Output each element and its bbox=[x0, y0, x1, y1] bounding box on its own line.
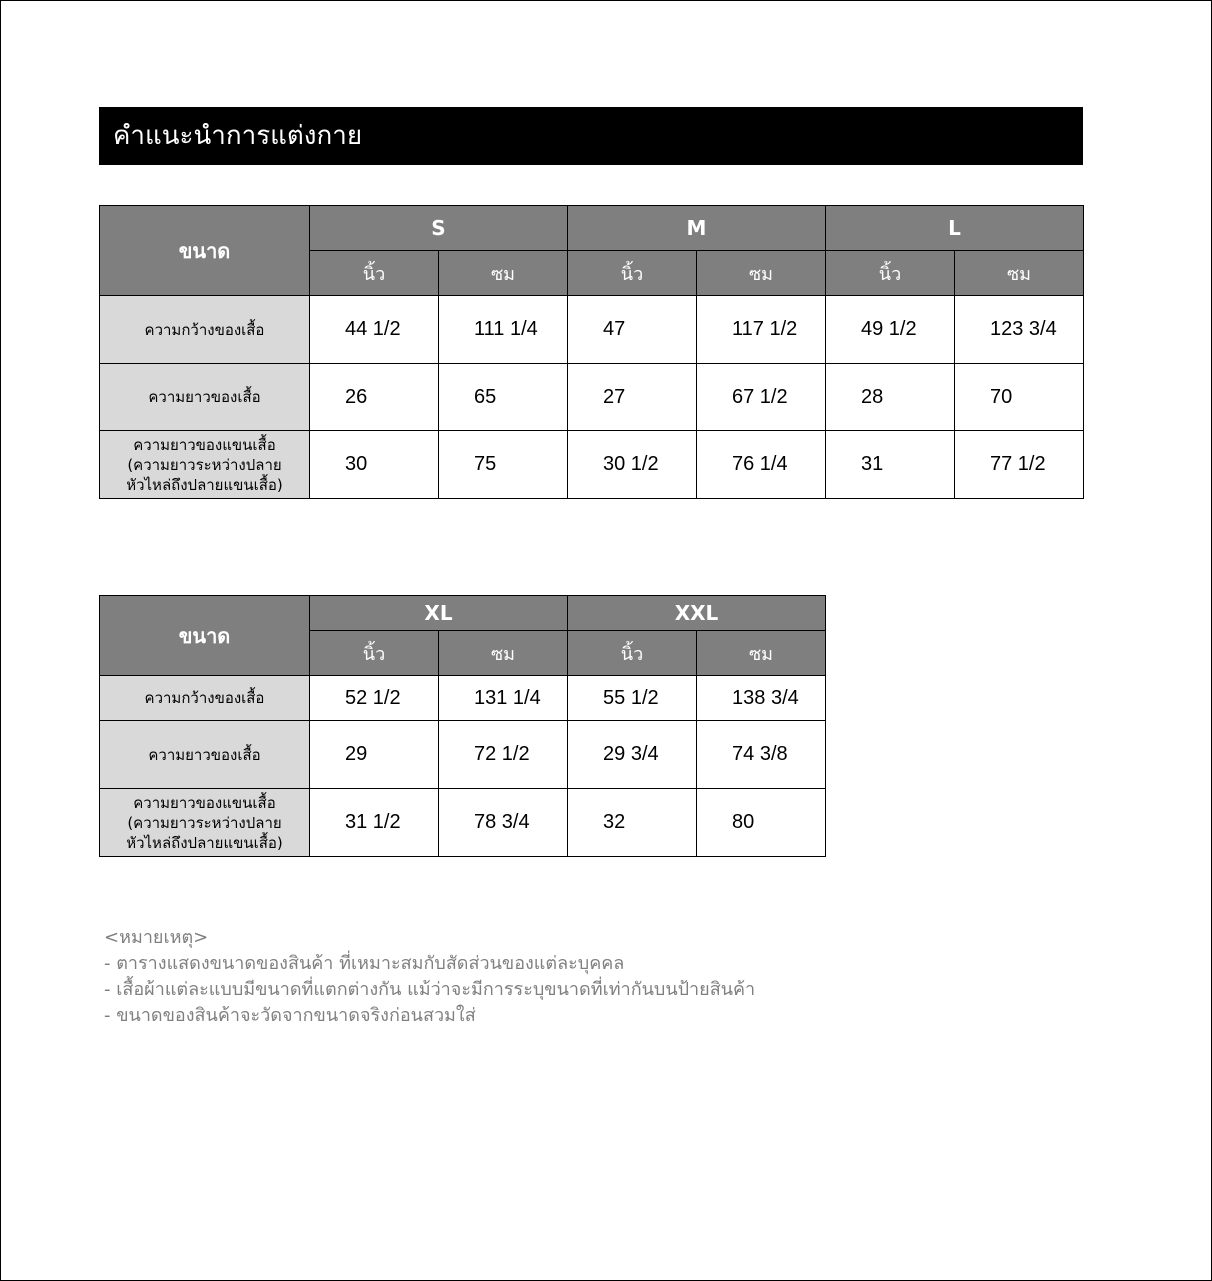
unit-cm-header: ซม bbox=[955, 251, 1084, 296]
value-cell: 31 bbox=[826, 431, 955, 499]
size-header-label: ขนาด bbox=[100, 596, 310, 676]
size-header-label: ขนาด bbox=[100, 206, 310, 296]
row-label-line: หัวไหล่ถึงปลายแขนเสื้อ) bbox=[126, 475, 283, 494]
unit-inch-header: นิ้ว bbox=[568, 631, 697, 676]
size-header-m: M bbox=[568, 206, 826, 251]
value-cell: 117 1/2 bbox=[697, 296, 826, 364]
value-cell: 123 3/4 bbox=[955, 296, 1084, 364]
value-cell: 29 bbox=[310, 721, 439, 789]
note-line: - ขนาดของสินค้าจะวัดจากขนาดจริงก่อนสวมใส่ bbox=[104, 1005, 476, 1023]
value-cell: 77 1/2 bbox=[955, 431, 1084, 499]
value-cell: 72 1/2 bbox=[439, 721, 568, 789]
size-header-xxl: XXL bbox=[568, 596, 826, 631]
unit-inch-header: นิ้ว bbox=[310, 631, 439, 676]
value-cell: 32 bbox=[568, 789, 697, 857]
unit-cm-header: ซม bbox=[439, 631, 568, 676]
value-cell: 74 3/8 bbox=[697, 721, 826, 789]
row-label-line: (ความยาวระหว่างปลาย bbox=[127, 455, 282, 474]
value-cell: 138 3/4 bbox=[697, 676, 826, 721]
size-table-s-m-l bbox=[99, 205, 1084, 499]
value-cell: 67 1/2 bbox=[697, 364, 826, 431]
unit-inch-header: นิ้ว bbox=[310, 251, 439, 296]
value-cell: 49 1/2 bbox=[826, 296, 955, 364]
table-row bbox=[100, 676, 826, 721]
value-cell: 26 bbox=[310, 364, 439, 431]
value-cell: 75 bbox=[439, 431, 568, 499]
note-line: - เสื้อผ้าแต่ละแบบมีขนาดที่แตกต่างกัน แม้ว่าจะมีการระบุขนาดที่เท่ากันบนป้ายสินค้า bbox=[104, 979, 756, 1000]
value-cell: 55 1/2 bbox=[568, 676, 697, 721]
row-label-line: หัวไหล่ถึงปลายแขนเสื้อ) bbox=[126, 833, 283, 852]
value-cell: 30 1/2 bbox=[568, 431, 697, 499]
page-title: คำแนะนำการแต่งกาย bbox=[99, 107, 1083, 165]
row-label-body-length: ความยาวของเสื้อ bbox=[100, 364, 310, 431]
table-row bbox=[100, 431, 1084, 499]
value-cell: 78 3/4 bbox=[439, 789, 568, 857]
value-cell: 76 1/4 bbox=[697, 431, 826, 499]
unit-cm-header: ซม bbox=[439, 251, 568, 296]
unit-inch-header: นิ้ว bbox=[568, 251, 697, 296]
value-cell: 65 bbox=[439, 364, 568, 431]
row-label-chest-width: ความกว้างของเสื้อ bbox=[100, 676, 310, 721]
value-cell: 70 bbox=[955, 364, 1084, 431]
row-label-sleeve-length bbox=[100, 789, 310, 857]
value-cell: 44 1/2 bbox=[310, 296, 439, 364]
size-header-xl: XL bbox=[310, 596, 568, 631]
notes-section bbox=[104, 925, 884, 1023]
row-label-chest-width: ความกว้างของเสื้อ bbox=[100, 296, 310, 364]
table-row bbox=[100, 721, 826, 789]
row-label-line: (ความยาวระหว่างปลาย bbox=[127, 813, 282, 832]
row-label-sleeve-length bbox=[100, 431, 310, 499]
value-cell: 30 bbox=[310, 431, 439, 499]
row-label-line: ความยาวของแขนเสื้อ bbox=[133, 793, 276, 812]
row-label-body-length: ความยาวของเสื้อ bbox=[100, 721, 310, 789]
notes-heading: <หมายเหตุ> bbox=[104, 927, 209, 948]
unit-inch-header: นิ้ว bbox=[826, 251, 955, 296]
size-table-xl-xxl bbox=[99, 595, 826, 857]
row-label-line: ความยาวของแขนเสื้อ bbox=[133, 435, 276, 454]
value-cell: 29 3/4 bbox=[568, 721, 697, 789]
note-line: - ตารางแสดงขนาดของสินค้า ที่เหมาะสมกับสัดส่วนของแต่ละบุคคล bbox=[104, 953, 625, 974]
value-cell: 52 1/2 bbox=[310, 676, 439, 721]
value-cell: 28 bbox=[826, 364, 955, 431]
table-row bbox=[100, 364, 1084, 431]
size-header-s: S bbox=[310, 206, 568, 251]
unit-cm-header: ซม bbox=[697, 631, 826, 676]
value-cell: 27 bbox=[568, 364, 697, 431]
unit-cm-header: ซม bbox=[697, 251, 826, 296]
value-cell: 47 bbox=[568, 296, 697, 364]
value-cell: 111 1/4 bbox=[439, 296, 568, 364]
value-cell: 131 1/4 bbox=[439, 676, 568, 721]
value-cell: 80 bbox=[697, 789, 826, 857]
table-row bbox=[100, 296, 1084, 364]
size-header-l: L bbox=[826, 206, 1084, 251]
table-row bbox=[100, 789, 826, 857]
value-cell: 31 1/2 bbox=[310, 789, 439, 857]
